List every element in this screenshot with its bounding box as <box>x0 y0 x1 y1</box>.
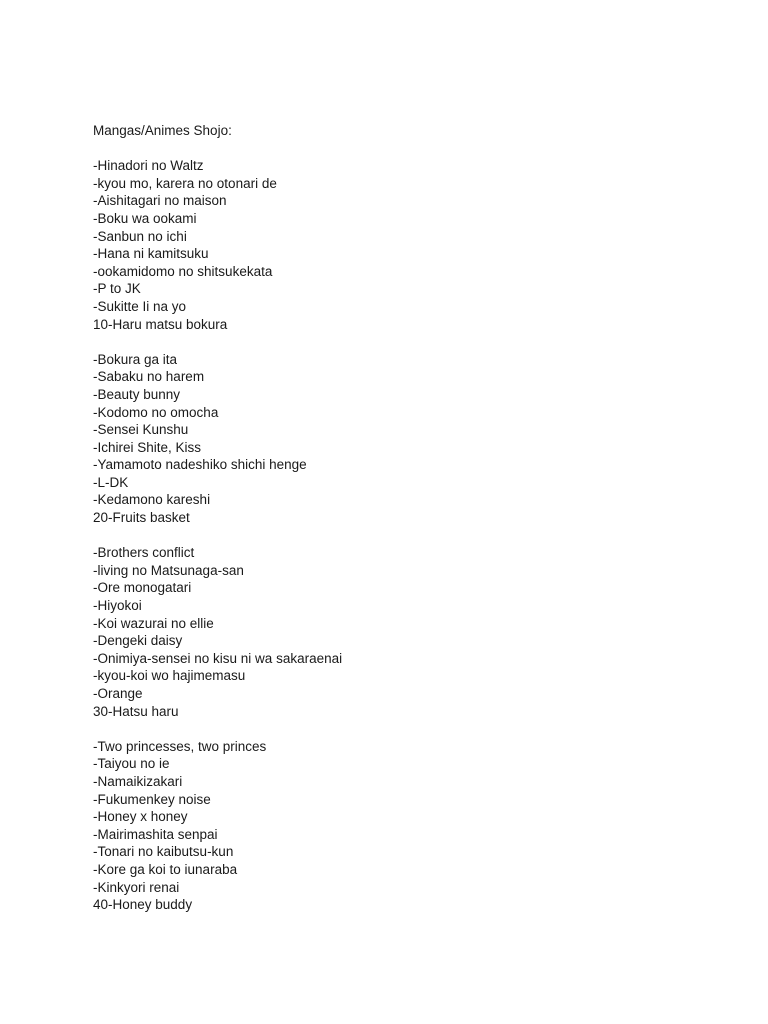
list-group-1 <box>93 157 733 333</box>
list-item: -Sukitte Ii na yo <box>93 298 187 314</box>
list-item: -Koi wazurai no ellie <box>93 615 214 631</box>
list-item: 20-Fruits basket <box>93 510 190 526</box>
list-item: -Boku wa ookami <box>93 210 197 226</box>
list-item: -Hinadori no Waltz <box>93 158 204 174</box>
list-item: -Dengeki daisy <box>93 633 183 649</box>
list-item: -Sanbun no ichi <box>93 228 187 244</box>
list-item: 10-Haru matsu bokura <box>93 316 228 332</box>
list-item: -kyou-koi wo hajimemasu <box>93 668 246 684</box>
list-item: -Sabaku no harem <box>93 369 205 385</box>
list-item: -Kedamono kareshi <box>93 492 211 508</box>
list-item: -Two princesses, two princes <box>93 738 267 754</box>
list-item: -kyou mo, karera no otonari de <box>93 175 277 191</box>
list-item: -Bokura ga ita <box>93 351 178 367</box>
list-item: -Kinkyori renai <box>93 879 180 895</box>
list-item: -Yamamoto nadeshiko shichi henge <box>93 457 307 473</box>
list-item: -Kodomo no omocha <box>93 404 219 420</box>
list-item: -ookamidomo no shitsukekata <box>93 263 273 279</box>
list-item: -P to JK <box>93 281 141 297</box>
list-item: -Tonari no kaibutsu-kun <box>93 844 234 860</box>
list-item: -Ore monogatari <box>93 580 192 596</box>
list-item: -Hiyokoi <box>93 598 142 614</box>
list-item: -Fukumenkey noise <box>93 791 211 807</box>
list-item: -Honey x honey <box>93 809 188 825</box>
list-item: -living no Matsunaga-san <box>93 562 244 578</box>
list-group-3 <box>93 544 733 720</box>
list-item: -L-DK <box>93 474 129 490</box>
list-item: -Aishitagari no maison <box>93 193 227 209</box>
list-item: -Taiyou no ie <box>93 756 170 772</box>
document-page <box>93 122 733 931</box>
list-item: -Orange <box>93 686 143 701</box>
list-group-2 <box>93 351 733 527</box>
list-item: 40-Honey buddy <box>93 897 193 913</box>
list-item: -Namaikizakari <box>93 773 183 789</box>
list-item: -Brothers conflict <box>93 545 195 561</box>
list-group-4 <box>93 738 733 914</box>
list-item: -Sensei Kunshu <box>93 422 189 438</box>
list-item: -Onimiya-sensei no kisu ni wa sakaraenai <box>93 650 343 666</box>
list-item: -Beauty bunny <box>93 386 181 402</box>
list-item: -Hana ni kamitsuku <box>93 246 209 262</box>
list-item: -Ichirei Shite, Kiss <box>93 439 202 455</box>
list-item: -Mairimashita senpai <box>93 826 218 842</box>
list-item: -Kore ga koi to iunaraba <box>93 861 238 877</box>
document-title: Mangas/Animes Shojo: <box>93 123 232 138</box>
list-item: 30-Hatsu haru <box>93 703 179 719</box>
